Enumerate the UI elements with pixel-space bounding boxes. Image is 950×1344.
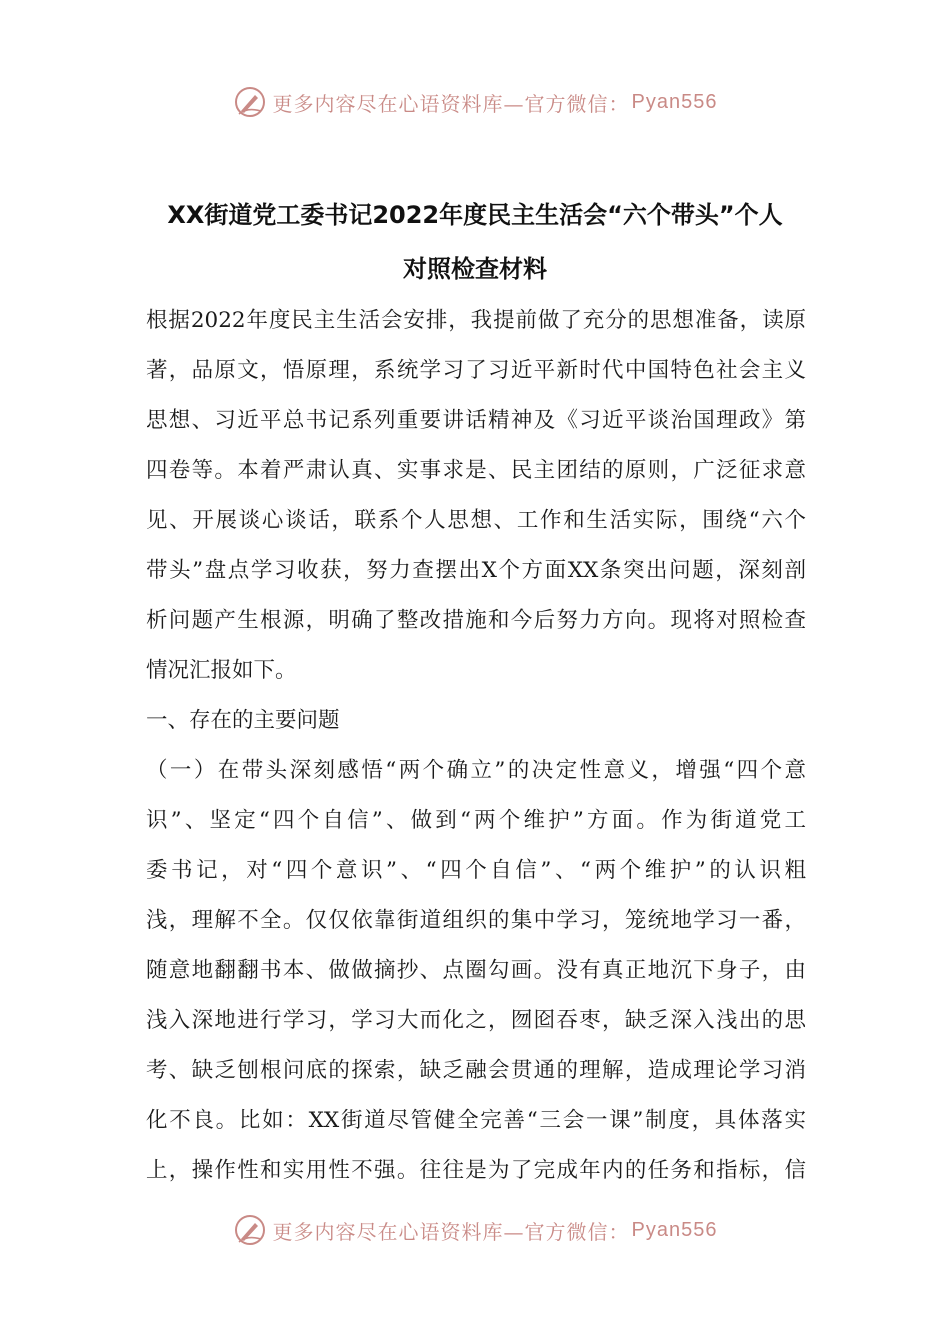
header-watermark (0, 82, 950, 122)
body-line: （一）在带头深刻感悟“两个确立”的决定性意义，增强“四个意 (146, 758, 806, 783)
section-heading: 一、存在的主要问题 (146, 708, 340, 733)
body-line: 化不良。比如：XX街道尽管健全完善“三会一课”制度，具体落实 (146, 1108, 806, 1133)
body-line: 析问题产生根源，明确了整改措施和今后努力方向。现将对照检查 (146, 608, 806, 633)
body-line: 随意地翻翻书本、做做摘抄、点圈勾画。没有真正地沉下身子，由 (146, 958, 806, 983)
body-line: 浅入深地进行学习，学习大而化之，囫囵吞枣，缺乏深入浅出的思 (146, 1008, 806, 1033)
body-line: 思想、习近平总书记系列重要讲话精神及《习近平谈治国理政》第 (146, 408, 806, 433)
body-line: 浅，理解不全。仅仅依靠街道组织的集中学习，笼统地学习一番， (146, 908, 806, 933)
watermark-text: 更多内容尽在心语资料库—官方微信： (272, 91, 630, 116)
body-line: 识”、坚定“四个自信”、做到“两个维护”方面。作为街道党工 (146, 808, 806, 833)
body-line: 四卷等。本着严肃认真、实事求是、民主团结的原则，广泛征求意 (146, 458, 806, 483)
body-line: 根据2022年度民主生活会安排，我提前做了充分的思想准备，读原 (146, 308, 806, 333)
watermark-wechat-id: Pyan556 (631, 1218, 718, 1241)
watermark-text: 更多内容尽在心语资料库—官方微信： (272, 1219, 630, 1244)
body-line: 带头”盘点学习收获，努力查摆出X个方面XX条突出问题，深刻剖 (146, 558, 806, 583)
body-line: 见、开展谈心谈话，联系个人思想、工作和生活实际，围绕“六个 (146, 508, 806, 533)
body-line: 委书记，对“四个意识”、“四个自信”、“两个维护”的认识粗 (146, 858, 806, 883)
body-line: 情况汇报如下。 (146, 658, 297, 683)
body-line: 上，操作性和实用性不强。往往是为了完成年内的任务和指标，信 (146, 1158, 806, 1183)
pen-logo-icon (233, 1213, 267, 1247)
document-title-line-2: 对照检查材料 (403, 255, 547, 283)
footer-watermark (0, 1210, 950, 1250)
body-line: 著，品原文，悟原理，系统学习了习近平新时代中国特色社会主义 (146, 358, 806, 383)
document-title-line-1: XX街道党工委书记2022年度民主生活会“六个带头”个人 (167, 201, 783, 229)
body-line: 考、缺乏刨根问底的探索，缺乏融会贯通的理解，造成理论学习消 (146, 1058, 806, 1083)
pen-logo-icon (233, 85, 267, 119)
watermark-wechat-id: Pyan556 (631, 90, 718, 113)
document-body (146, 302, 806, 1202)
